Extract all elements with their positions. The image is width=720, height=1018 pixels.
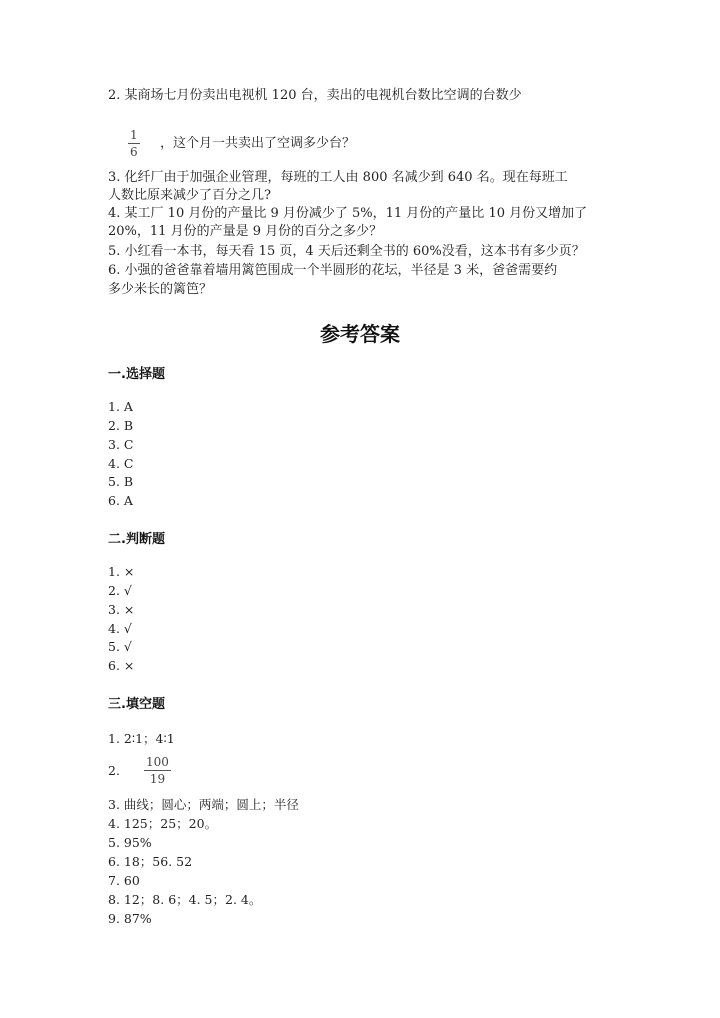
section-heading-judge: 二.判断题 xyxy=(108,532,165,547)
list-item: 5. B xyxy=(108,474,134,489)
list-item: 4. √ xyxy=(108,621,132,636)
list-item: 7. 60 xyxy=(108,873,140,888)
list-item: 5. 95% xyxy=(108,835,152,850)
list-item: 5. √ xyxy=(108,639,132,654)
list-item: 3. × xyxy=(108,602,135,617)
list-item: 9. 87% xyxy=(108,911,152,926)
list-item: 1. × xyxy=(108,564,135,579)
question-2-fraction xyxy=(128,128,140,159)
list-item: 6. A xyxy=(108,493,133,508)
list-item: 4. C xyxy=(108,456,134,471)
question-4-line-2: 20%，11 月份的产量是 9 月份的百分之多少？ xyxy=(108,224,383,239)
list-item: 3. C xyxy=(108,437,134,452)
list-item: 3. 曲线；圆心；两端；圆上；半径 xyxy=(108,797,299,812)
fraction-bar xyxy=(144,770,171,771)
question-6-line-2: 多少米长的篱笆？ xyxy=(108,282,213,297)
question-3-line-2: 人数比原来减少了百分之几? xyxy=(108,188,271,203)
question-4-line-1: 4. 某工厂 10 月份的产量比 9 月份减少了 5%，11 月份的产量比 10 月份又增加了 xyxy=(108,206,588,221)
fraction-denominator: 19 xyxy=(149,772,166,786)
question-6-line-1: 6. 小强的爸爸靠着墙用篱笆围成一个半圆形的花坛，半径是 3 米，爸爸需要约 xyxy=(108,263,558,278)
fraction-bar xyxy=(128,143,140,144)
section-heading-fill: 三.填空题 xyxy=(108,697,165,712)
question-3-line-1: 3. 化纤厂由于加强企业管理，每班的工人由 800 名减少到 640 名。现在每班工 xyxy=(108,170,568,185)
fraction-numerator: 1 xyxy=(130,128,138,142)
fraction-denominator: 6 xyxy=(130,145,138,159)
answers-title: 参考答案 xyxy=(320,322,400,346)
list-item: 4. 125；25；20。 xyxy=(108,816,218,831)
list-item: 1. A xyxy=(108,399,133,414)
list-item: 1. 2∶1；4∶1 xyxy=(108,731,175,746)
question-2-line-1: 2. 某商场七月份卖出电视机 120 台，卖出的电视机台数比空调的台数少 xyxy=(108,88,522,103)
fraction-numerator: 100 xyxy=(146,755,169,769)
list-item: 2. B xyxy=(108,418,134,433)
list-item-label: 2. xyxy=(108,763,120,778)
answer-fraction xyxy=(144,755,171,786)
list-item: 8. 12；8. 6；4. 5；2. 4。 xyxy=(108,892,262,907)
question-5-line-1: 5. 小红看一本书，每天看 15 页，4 天后还剩全书的 60%没看，这本书有多少页？ xyxy=(108,244,585,259)
section-heading-choice: 一.选择题 xyxy=(108,367,165,382)
list-item: 6. × xyxy=(108,658,135,673)
list-item: 6. 18；56. 52 xyxy=(108,854,193,869)
list-item: 2. √ xyxy=(108,583,132,598)
question-2-line-2: ，这个月一共卖出了空调多少台？ xyxy=(160,136,356,151)
